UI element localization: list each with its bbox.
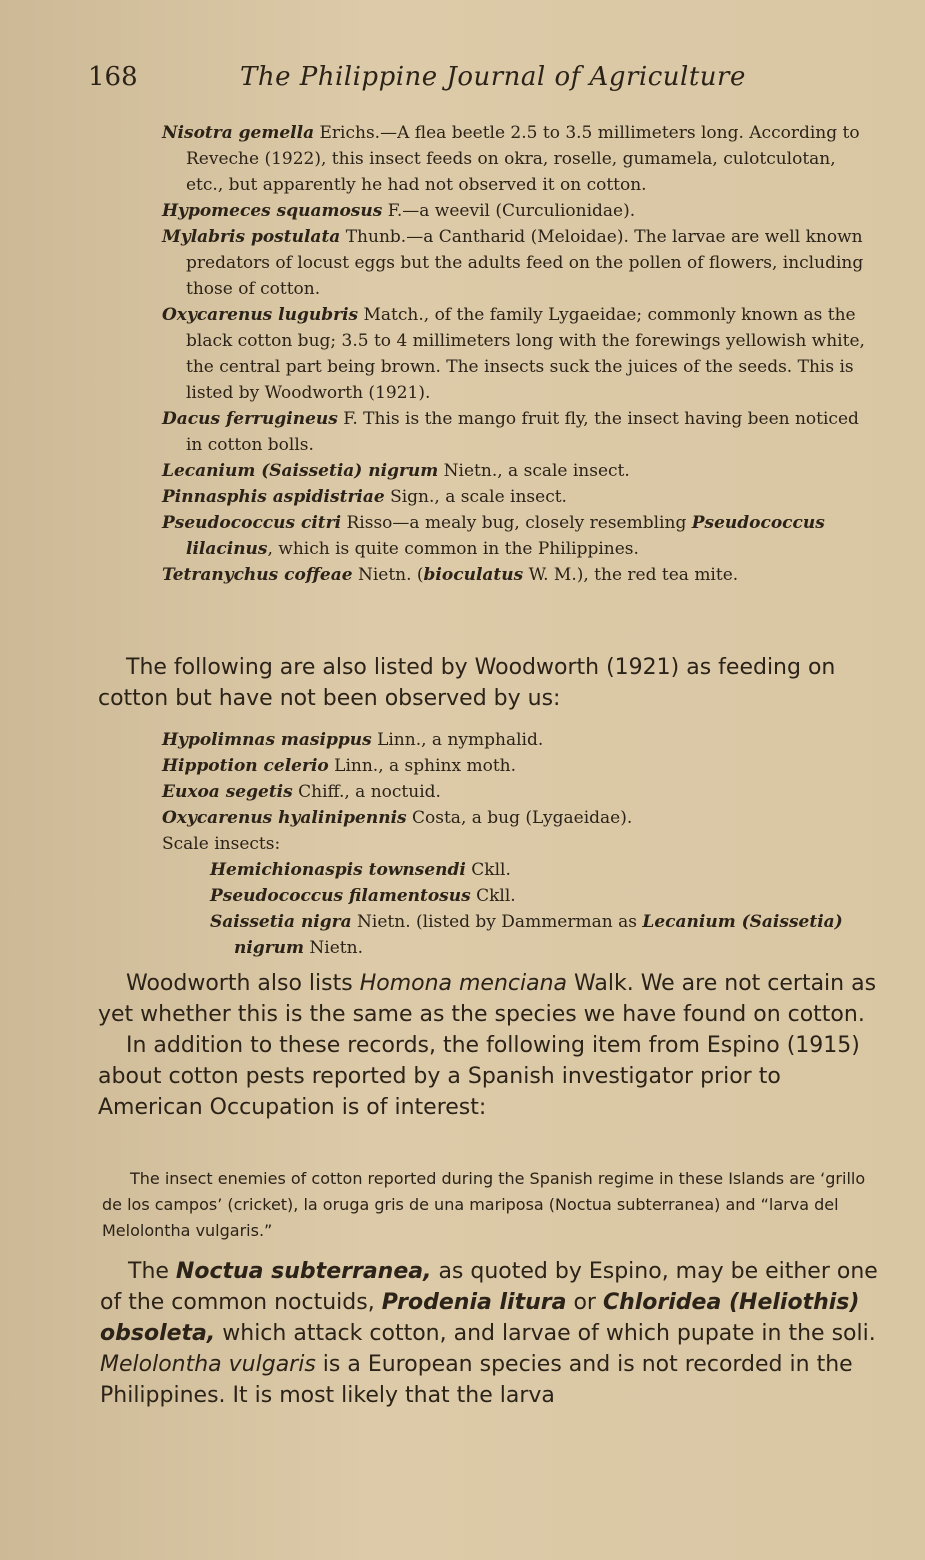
body-text-2 xyxy=(0,1256,880,1411)
list-item: Hemichionaspis townsendi Ckll. xyxy=(210,860,511,880)
page-number: 168 xyxy=(88,62,138,92)
paragraph: The Noctua subterranea, as quoted by Espino, may be either one of the common noctuids, Prodenia litura or Chloridea (Heliothis) obsoleta, which attack cotton, and larvae of which pupate in the soli. Melolontha vulgaris is a European species and is not recorded in the Philippines. It is most likely that the larva xyxy=(100,1259,878,1408)
running-header xyxy=(88,62,878,96)
scale-insects-list xyxy=(162,857,875,961)
list-item: Lecanium (Saissetia) nigrum Nietn., a scale insect. xyxy=(162,461,630,481)
list-item: Saissetia nigra Nietn. (listed by Dammerman as Lecanium (Saissetia) nigrum Nietn. xyxy=(210,912,843,958)
paragraph: The following are also listed by Woodworth (1921) as feeding on cotton but have not been observed by us: xyxy=(98,655,836,711)
list-item: Pinnasphis aspidistriae Sign., a scale insect. xyxy=(162,487,567,507)
list-item: Nisotra gemella Erichs.—A flea beetle 2.5 to 3.5 millimeters long. According to Reveche (1922), this insect feeds on okra, roselle, gumamela, culotculotan, etc., but apparently he had not observed it on cotton. xyxy=(162,123,860,195)
scale-insects-label: Scale insects: xyxy=(162,834,281,854)
list-item: Oxycarenus lugubris Match., of the family Lygaeidae; commonly known as the black cotton bug; 3.5 to 4 millimeters long with the forewings yellowish white, the central part being brown. The insects suck the juices of the seeds. This is listed by Woodworth (1921). xyxy=(162,305,865,403)
journal-title: The Philippine Journal of Agriculture xyxy=(240,62,746,92)
list-item: Hypolimnas masippus Linn., a nymphalid. xyxy=(162,730,544,750)
list-item: Pseudococcus filamentosus Ckll. xyxy=(210,886,516,906)
body-text xyxy=(0,968,880,1123)
list-item: Tetranychus coffeae Nietn. (bioculatus W. M.), the red tea mite. xyxy=(162,565,739,585)
list-item: Mylabris postulata Thunb.—a Cantharid (Meloidae). The larvae are well known predators of locust eggs but the adults feed on the pollen of flowers, including those of cotton. xyxy=(162,227,864,299)
paragraph: In addition to these records, the following item from Espino (1915) about cotton pests reported by a Spanish investigator prior to American Occupation is of interest: xyxy=(98,1033,860,1120)
list-item: Euxoa segetis Chiff., a noctuid. xyxy=(162,782,441,802)
block-quote: The insect enemies of cotton reported during the Spanish regime in these Islands are ‘grillo de los campos’ (cricket), la oruga gris de una mariposa (Noctua subterranea) and “larva del Melolontha vulgaris.” xyxy=(102,1169,866,1240)
list-item: Pseudococcus citri Risso—a mealy bug, closely resembling Pseudococcus lilacinus, which is quite common in the Philippines. xyxy=(162,513,825,559)
woodworth-list xyxy=(0,727,875,961)
pest-list xyxy=(0,120,875,588)
list-item: Hippotion celerio Linn., a sphinx moth. xyxy=(162,756,517,776)
list-item: Oxycarenus hyalinipennis Costa, a bug (Lygaeidae). xyxy=(162,808,633,828)
paragraph: Woodworth also lists Homona menciana Walk. We are not certain as yet whether this is the same as the species we have found on cotton. xyxy=(98,971,877,1027)
list-item: Hypomeces squamosus F.—a weevil (Curculionidae). xyxy=(162,201,636,221)
list-item: Dacus ferrugineus F. This is the mango fruit fly, the insect having been noticed in cotton bolls. xyxy=(162,409,859,455)
